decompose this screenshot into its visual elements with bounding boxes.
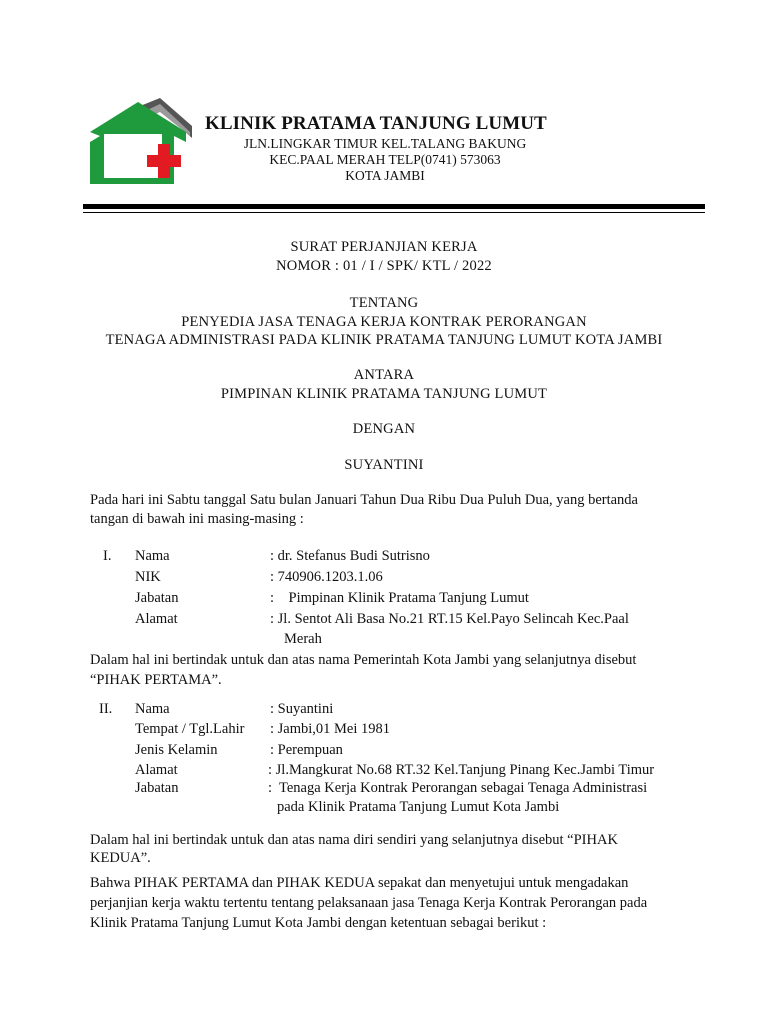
party-one-nama-value: : dr. Stefanus Budi Sutrisno — [270, 548, 430, 564]
party-two-jabatan-value-cont: pada Klinik Pratama Tanjung Lumut Kota Jambi — [277, 799, 560, 815]
party-one-nama-label: Nama — [135, 548, 170, 564]
party-one-role-line-2: “PIHAK PERTAMA”. — [90, 672, 222, 688]
letterhead-rule-thin — [83, 212, 705, 213]
party-one-alamat-value: : Jl. Sentot Ali Basa No.21 RT.15 Kel.Payo Selincah Kec.Paal — [270, 611, 629, 627]
agreement-line-3: Klinik Pratama Tanjung Lumut Kota Jambi dengan ketentuan sebagai berikut : — [90, 915, 547, 931]
intro-line-2: tangan di bawah ini masing-masing : — [90, 511, 304, 527]
dengan-party: SUYANTINI — [344, 457, 424, 473]
party-two-jabatan-value: : Tenaga Kerja Kontrak Perorangan sebagai Tenaga Administrasi — [268, 780, 648, 796]
logo-house-bottom — [90, 178, 174, 184]
party-one-alamat-value-cont: Merah — [284, 631, 322, 647]
party-two-ttl-value: : Jambi,01 Mei 1981 — [270, 721, 391, 737]
party-two-jabatan-label: Jabatan — [135, 780, 179, 796]
party-two-alamat-value: : Jl.Mangkurat No.68 RT.32 Kel.Tanjung Pinang Kec.Jambi Timur — [268, 762, 655, 778]
party-one-nik-value: : 740906.1203.1.06 — [270, 569, 383, 585]
document-title: SURAT PERJANJIAN KERJA — [290, 239, 478, 255]
document-number: NOMOR : 01 / I / SPK/ KTL / 2022 — [276, 258, 492, 274]
letterhead-rule-thick — [83, 204, 705, 209]
party-one-alamat-label: Alamat — [135, 611, 178, 627]
party-two-ttl-label: Tempat / Tgl.Lahir — [135, 721, 245, 737]
party-one-numeral: I. — [103, 548, 112, 564]
antara-party: PIMPINAN KLINIK PRATAMA TANJUNG LUMUT — [220, 386, 548, 402]
tentang-heading: TENTANG — [349, 295, 419, 311]
intro-line-1: Pada hari ini Sabtu tanggal Satu bulan Januari Tahun Dua Ribu Dua Puluh Dua, yang bertanda — [90, 492, 638, 508]
party-two-numeral: II. — [99, 701, 113, 717]
tentang-line-1: PENYEDIA JASA TENAGA KERJA KONTRAK PERORANGAN — [181, 314, 587, 330]
party-one-role-line-1: Dalam hal ini bertindak untuk dan atas nama Pemerintah Kota Jambi yang selanjutnya disebut — [90, 652, 637, 668]
party-two-nama-value: : Suyantini — [270, 701, 334, 717]
clinic-logo — [90, 98, 194, 184]
party-one-jabatan-label: Jabatan — [135, 590, 179, 606]
party-one-nik-label: NIK — [135, 569, 161, 585]
agreement-line-1: Bahwa PIHAK PERTAMA dan PIHAK KEDUA sepakat dan menyetujui untuk mengadakan — [90, 875, 629, 891]
party-two-alamat-label: Alamat — [135, 762, 178, 778]
tentang-line-2: TENAGA ADMINISTRASI PADA KLINIK PRATAMA TANJUNG LUMUT KOTA JAMBI — [105, 332, 663, 348]
party-one-jabatan-value: : Pimpinan Klinik Pratama Tanjung Lumut — [270, 590, 529, 606]
antara-heading: ANTARA — [353, 367, 415, 383]
dengan-heading: DENGAN — [352, 421, 416, 437]
party-two-nama-label: Nama — [135, 701, 170, 717]
agreement-line-2: perjanjian kerja waktu tertentu tentang pelaksanaan jasa Tenaga Kerja Kontrak Perorangan pada — [90, 895, 648, 911]
address-line-1: JLN.LINGKAR TIMUR KEL.TALANG BAKUNG — [243, 136, 527, 151]
party-two-jk-label: Jenis Kelamin — [135, 742, 218, 758]
address-line-2: KEC.PAAL MERAH TELP(0741) 573063 — [269, 152, 501, 167]
clinic-name: KLINIK PRATAMA TANJUNG LUMUT — [205, 113, 547, 134]
address-line-3: KOTA JAMBI — [345, 168, 425, 183]
party-two-jk-value: : Perempuan — [270, 742, 343, 758]
party-two-role-line-2: KEDUA”. — [90, 850, 151, 866]
party-two-role-line-1: Dalam hal ini bertindak untuk dan atas nama diri sendiri yang selanjutnya disebut “PIHAK — [90, 832, 618, 848]
